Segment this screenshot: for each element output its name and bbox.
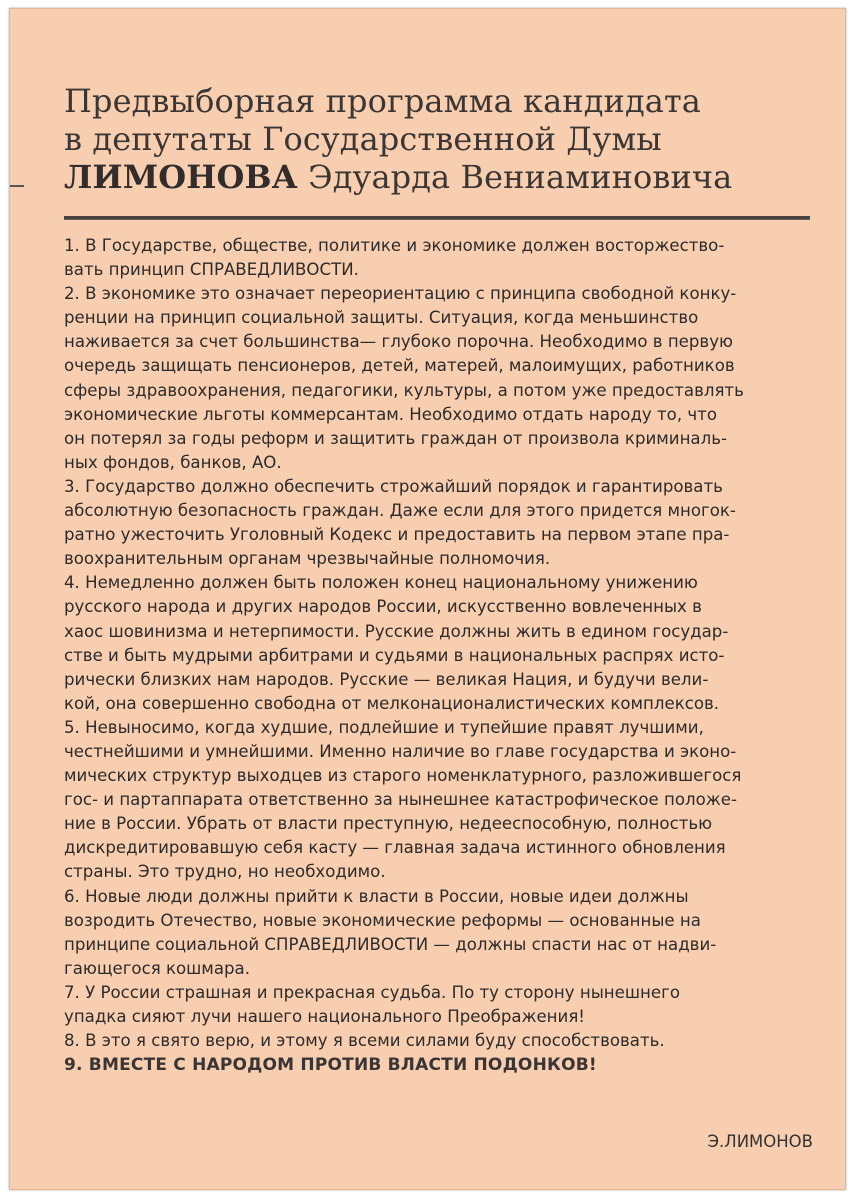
text-line: принципе социальной СПРАВЕДЛИВОСТИ — должны спасти нас от надви- bbox=[64, 934, 717, 954]
text-line: абсолютную безопасность граждан. Даже если для этого придется многок- bbox=[64, 501, 736, 521]
candidate-name bbox=[64, 158, 804, 196]
title-divider bbox=[64, 216, 810, 220]
program-point-4 bbox=[64, 571, 814, 716]
text-line: 2. В экономике это означает переориентацию с принципа свободной конку- bbox=[64, 284, 737, 304]
text-line: дискредитировавшую себя касту — главная задача истинного обновления bbox=[64, 838, 726, 858]
text-line: упадка сияют лучи нашего национального Преображения! bbox=[64, 1007, 585, 1026]
text-line: хаос шовинизма и нетерпимости. Русские должны жить в едином государ- bbox=[64, 621, 729, 641]
program-point-8 bbox=[64, 1029, 814, 1053]
text-line: воохранительным органам чрезвычайные полномочия. bbox=[64, 549, 551, 569]
text-line: страны. Это трудно, но необходимо. bbox=[64, 862, 386, 882]
text-line: экономические льготы коммерсантам. Необходимо отдать народу то, что bbox=[64, 404, 717, 424]
text-line: сферы здравоохранения, педагогики, культуры, а потом уже предоставлять bbox=[64, 380, 744, 400]
text-line: русского народа и других народов России, искусственно вовлеченных в bbox=[64, 597, 702, 617]
program-point-3 bbox=[64, 475, 814, 571]
program-point-2 bbox=[64, 282, 814, 475]
title-line-1: Предвыборная программа кандидата bbox=[64, 82, 701, 120]
program-point-6 bbox=[64, 885, 814, 981]
fold-mark bbox=[10, 185, 24, 187]
text-line: 6. Новые люди должны прийти к власти в России, новые идеи должны bbox=[64, 886, 689, 906]
text-line: рически близких нам народов. Русские — великая Нация, и будучи вели- bbox=[64, 669, 709, 689]
text-line: честнейшими и умнейшими. Именно наличие во главе государства и эконо- bbox=[64, 741, 737, 761]
text-line: 3. Государство должно обеспечить строжайший порядок и гарантировать bbox=[64, 476, 723, 496]
text-line: гающегося кошмара. bbox=[64, 958, 250, 978]
text-line: ренции на принцип социальной защиты. Ситуация, когда меньшинство bbox=[64, 308, 699, 328]
text-line: наживается за счет большинства— глубоко порочна. Необходимо в первую bbox=[64, 332, 733, 352]
program-text bbox=[64, 234, 814, 1077]
program-slogan: 9. ВМЕСТЕ С НАРОДОМ ПРОТИВ ВЛАСТИ ПОДОНКОВ! bbox=[64, 1055, 597, 1076]
text-line: 8. В это я свято верю, и этому я всеми силами буду способствовать. bbox=[64, 1031, 665, 1051]
text-line: вать принцип СПРАВЕДЛИВОСТИ. bbox=[64, 260, 359, 280]
text-line: мических структур выходцев из старого номенклатурного, разложившегося bbox=[64, 766, 742, 786]
candidate-given-names: Эдуарда Вениаминовича bbox=[297, 158, 733, 196]
text-line: ных фондов, банков, АО. bbox=[64, 452, 282, 472]
candidate-surname: ЛИМОНОВА bbox=[64, 158, 298, 196]
text-line: гос- и партаппарата ответственно за нынешнее катастрофическое положе- bbox=[64, 790, 737, 810]
text-line: очередь защищать пенсионеров, детей, матерей, малоимущих, работников bbox=[64, 356, 735, 376]
text-line: ние в России. Убрать от власти преступную, недееспособную, полностью bbox=[64, 814, 713, 834]
text-line: 1. В Государстве, обществе, политике и экономике должен восторжество- bbox=[64, 236, 725, 255]
author-signature: Э.ЛИМОНОВ bbox=[707, 1132, 813, 1151]
text-line: стве и быть мудрыми арбитрами и судьями в национальных распрях исто- bbox=[64, 645, 725, 665]
text-line: он потерял за годы реформ и защитить граждан от произвола криминаль- bbox=[64, 428, 727, 448]
text-line: 4. Немедленно должен быть положен конец национальному унижению bbox=[64, 573, 698, 593]
program-point-1 bbox=[64, 234, 814, 282]
program-point-7 bbox=[64, 981, 814, 1029]
text-line: возродить Отечество, новые экономические реформы — основанные на bbox=[64, 910, 701, 930]
text-line: 5. Невыносимо, когда худшие, подлейшие и тупейшие правят лучшими, bbox=[64, 717, 704, 737]
text-line: кой, она совершенно свободна от мелконационалистических комплексов. bbox=[64, 693, 720, 713]
text-line: ратно ужесточить Уголовный Кодекс и предоставить на первом этапе пра- bbox=[64, 525, 730, 545]
program-point-5 bbox=[64, 716, 814, 885]
text-line: 7. У России страшная и прекрасная судьба. По ту сторону нынешнего bbox=[64, 982, 680, 1002]
leaflet-title bbox=[64, 82, 804, 196]
title-line-2: в депутаты Государственной Думы bbox=[64, 120, 662, 158]
